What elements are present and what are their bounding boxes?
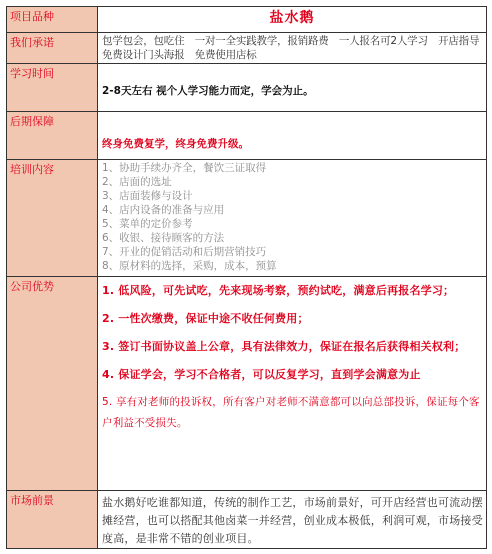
row-label: 培训内容 bbox=[10, 163, 54, 176]
content-cell bbox=[98, 64, 487, 112]
content-cell bbox=[98, 112, 487, 160]
advantage-item: 1. 低风险，可先试吃，先来现场考察，预约试吃，满意后再报名学习； bbox=[102, 284, 455, 297]
list-item: 5、菜单的定价参考 bbox=[102, 218, 193, 230]
promise-text: 包学包会，包吃住 一对一全实践教学，报销路费 一人报名可2人学习 开店指导 免费设计门头海报 免费使用店标 bbox=[102, 35, 490, 61]
list-item: 1、协助手续办齐全，餐饮三证取得 bbox=[102, 162, 267, 174]
content-cell bbox=[98, 7, 487, 33]
content-cell bbox=[98, 160, 487, 277]
row-label: 后期保障 bbox=[10, 115, 54, 128]
duration-text: 2-8天左右 视个人学习能力而定，学会为止。 bbox=[102, 85, 314, 97]
label-cell bbox=[7, 491, 98, 549]
list-item: 2、店面的选址 bbox=[102, 176, 172, 188]
row-label: 项目品种 bbox=[10, 10, 54, 23]
advantage-item: 4. 保证学会，学习不合格者，可以反复学习，直到学会满意为止 bbox=[102, 368, 421, 381]
advantage-item: 2. 一性次缴费，保证中途不收任何费用； bbox=[102, 312, 309, 325]
row-guarantee bbox=[7, 112, 487, 160]
training-list bbox=[98, 160, 486, 273]
row-label: 我们承诺 bbox=[10, 36, 54, 49]
content-cell bbox=[98, 33, 490, 64]
label-cell bbox=[7, 64, 98, 112]
row-label: 学习时间 bbox=[10, 67, 54, 80]
list-item: 7、开业的促销活动和后期营销技巧 bbox=[102, 246, 267, 258]
info-table bbox=[6, 6, 490, 549]
advantages-list bbox=[98, 277, 486, 434]
product-name: 盐水鹅 bbox=[269, 10, 315, 26]
content-cell bbox=[98, 277, 487, 491]
label-cell bbox=[7, 33, 98, 64]
list-item: 4、店内设备的准备与应用 bbox=[102, 204, 225, 216]
market-text: 盐水鹅好吃谁都知道，传统的制作工艺，市场前景好，可开店经营也可流动摆摊经营，也可以搭配其他卤菜一并经营，创业成本极低，利润可观，市场接受度高，是非常不错的创业项目。 bbox=[102, 496, 483, 545]
row-label: 公司优势 bbox=[10, 280, 54, 293]
content-cell bbox=[98, 491, 487, 549]
label-cell bbox=[7, 112, 98, 160]
label-cell bbox=[7, 160, 98, 277]
row-advantages bbox=[7, 277, 487, 491]
row-promise bbox=[7, 33, 487, 64]
row-training bbox=[7, 160, 487, 277]
row-duration bbox=[7, 64, 487, 112]
label-cell bbox=[7, 7, 98, 33]
row-product bbox=[7, 7, 487, 33]
list-item: 6、收银、接待顾客的方法 bbox=[102, 232, 225, 244]
row-label: 市场前景 bbox=[10, 494, 54, 507]
guarantee-text: 终身免费复学，终身免费升级。 bbox=[102, 138, 249, 150]
advantage-item: 3. 签订书面协议盖上公章，具有法律效力，保证在报名后获得相关权利； bbox=[102, 340, 466, 353]
list-item: 8、原材料的选择，采购，成本，预算 bbox=[102, 260, 277, 272]
label-cell bbox=[7, 277, 98, 491]
advantage-item: 5. 享有对老师的投诉权，所有客户对老师不满意都可以向总部投诉，保证每个客户利益不受损失。 bbox=[102, 396, 480, 429]
row-market bbox=[7, 491, 487, 549]
list-item: 3、店面装修与设计 bbox=[102, 190, 193, 202]
